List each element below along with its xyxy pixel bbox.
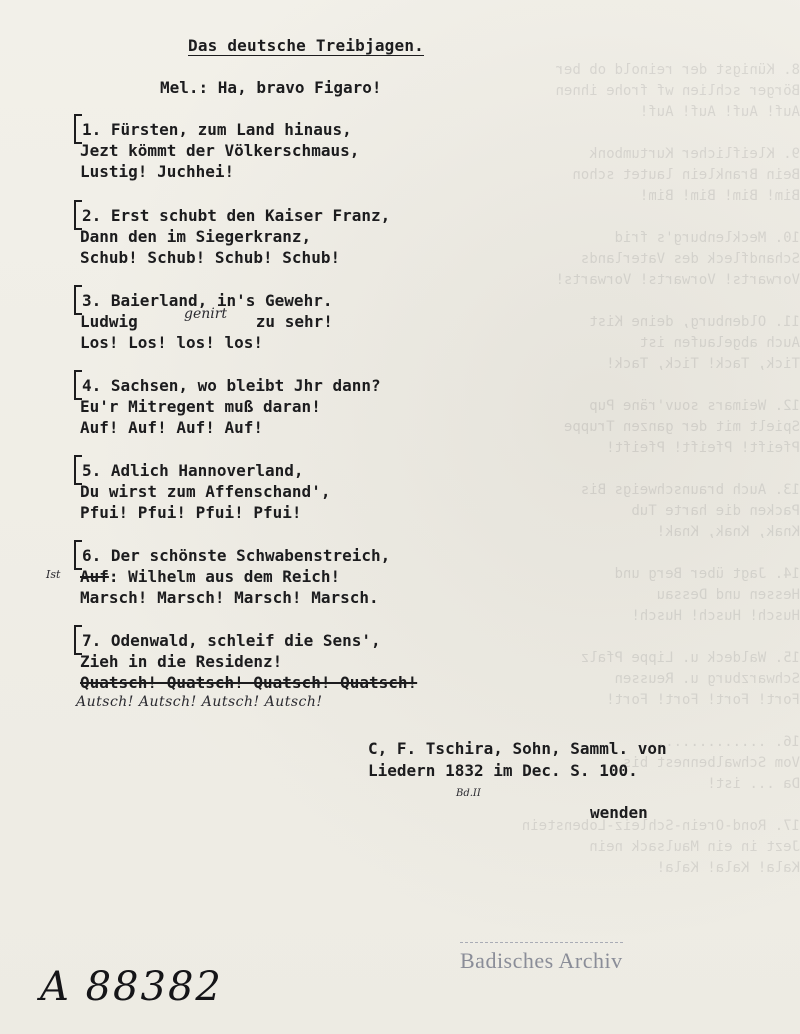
verse-line: Dann den im Siegerkranz, (80, 227, 312, 246)
stanza-number: 2. (82, 206, 102, 225)
melody-line: Mel.: Ha, bravo Figaro! (160, 78, 382, 97)
verse-line: Jezt kömmt der Völkerschmaus, (80, 141, 360, 160)
verse-line: Los! Los! los! los! (80, 333, 264, 352)
verse-line: Baierland, in's Gewehr. (110, 291, 333, 310)
stanza-number: 7. (82, 631, 102, 650)
stanza-6 (80, 545, 390, 608)
show-through-text: 8. Künigst der reinold ob ber Börger schlien wf frohe ihnen Auf! Auf! Auf! Auf! 9. Kleiflicher Kurtumbonk Bein Branklein lautet schon Bim! Bim! Bim! Bim! 10. Mecklenburg's frid Schandfleck des Vaterlands Vorwarts! Vorwarts! Vorwarts! 11. Oldenburg, deine Kist Auch abgelaufen ist Tick, Tack! Tick, Tack! 12. Weimars souv'räne Pup Spielt mit der ganzen Truppe Pfeift! Pfeift! Pfeift! 13. Auch braunschweigs Bis Packen die harte Tub Knak, Knak, Knak! 14. Jagt über Berg und Hessen und Dessau Husch! Husch! Husch! 15. Waldeck u. Lippe Pfalz Schwarzburg u. Reussen Fort! Fort! Fort! Fort! 16. .............. Vom Schwalbennest bis Da ... ist! 17. Rond-Orein-Schleiz-Lobenstein Jezt in ein Maulsack nein Kala! Kala! Kala! (521, 62, 800, 876)
verse-line: Du wirst zum Affenschand', (80, 482, 331, 501)
stanza-5 (80, 460, 330, 523)
verse-line: zu sehr! (255, 312, 333, 331)
wenden-note: wenden (590, 803, 648, 822)
stanza-number: 4. (82, 376, 102, 395)
verse-line: Zieh in die Residenz! (80, 652, 283, 671)
page-title: Das deutsche Treibjagen. (188, 36, 424, 55)
verse-line: Der schönste Schwabenstreich, (110, 546, 391, 565)
handwritten-autsch: Autsch! Autsch! Autsch! Autsch! (76, 694, 323, 710)
source-line-1: C, F. Tschira, Sohn, Samml. von (368, 739, 667, 758)
stanza-2 (80, 205, 390, 268)
source-line-2: Liedern 1832 im Dec. S. 100. (368, 761, 638, 780)
stanza-number: 6. (82, 546, 102, 565)
stanza-4 (80, 375, 381, 438)
verse-line: Sachsen, wo bleibt Jhr dann? (110, 376, 381, 395)
archive-signature: A 88382 (40, 964, 223, 1010)
stanza-1 (80, 119, 359, 182)
verse-line: Odenwald, schleif die Sens', (110, 631, 381, 650)
verse-line: Fürsten, zum Land hinaus, (110, 120, 352, 139)
verse-line: Lustig! Juchhei! (80, 162, 235, 181)
handwritten-bd: Bd.II (456, 788, 481, 799)
verse-line: Schub! Schub! Schub! Schub! (80, 248, 341, 267)
struck-line: Quatsch! Quatsch! Quatsch! Quatsch! (80, 673, 418, 692)
handwritten-ist: Ist (46, 568, 61, 581)
archive-stamp: Badisches Archiv (460, 948, 623, 973)
verse-line: Pfui! Pfui! Pfui! Pfui! (80, 503, 302, 522)
verse-line: Adlich Hannoverland, (110, 461, 304, 480)
verse-line: Auf! Auf! Auf! Auf! (80, 418, 264, 437)
stanza-7 (80, 630, 417, 693)
stanza-number: 3. (82, 291, 102, 310)
verse-line: Eu'r Mitregent muß daran! (80, 397, 321, 416)
verse-line: Ludwig (80, 312, 138, 331)
stanza-number: 1. (82, 120, 102, 139)
verse-line: : Wilhelm aus dem Reich! (108, 567, 341, 586)
stanza-number: 5. (82, 461, 102, 480)
verse-line: Marsch! Marsch! Marsch! Marsch. (80, 588, 379, 607)
verse-line: Erst schubt den Kaiser Franz, (110, 206, 391, 225)
handwritten-genirt: genirt (184, 306, 228, 322)
struck-word: Auf (80, 567, 109, 586)
